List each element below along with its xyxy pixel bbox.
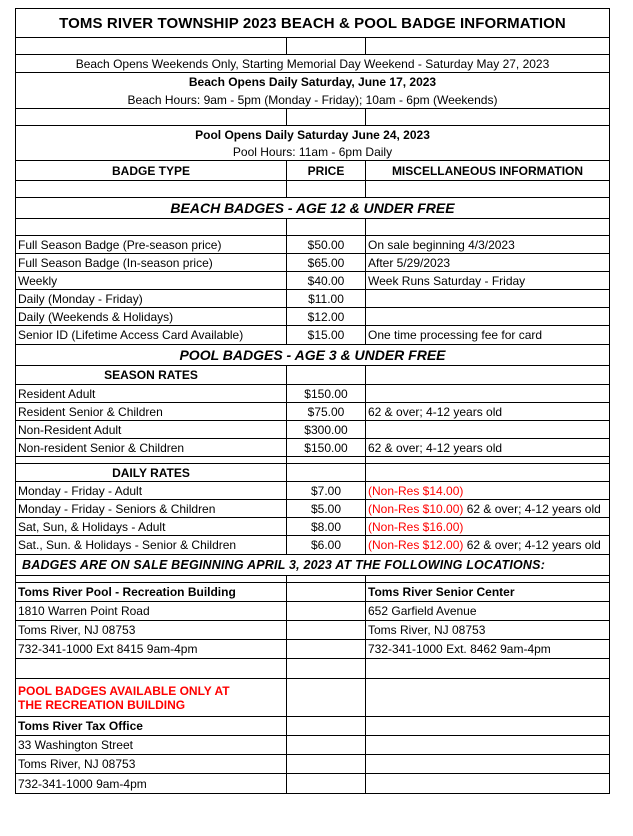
badge-misc-note: 62 & over; 4-12 years old — [463, 501, 601, 516]
beach-weekends-text: Beach Opens Weekends Only, Starting Memorial Day Weekend - Saturday May 27, 2023 — [75, 56, 550, 71]
badge-misc — [366, 308, 609, 325]
badge-type: Senior ID (Lifetime Access Card Available) — [16, 326, 287, 344]
table-row — [16, 439, 609, 457]
badge-misc: 62 & over; 4-12 years old — [368, 440, 503, 455]
senior-center-address: 652 Garfield Avenue — [368, 604, 477, 618]
badge-misc — [366, 482, 609, 499]
tax-office-name-row — [16, 717, 609, 736]
badge-type: Resident Senior & Children — [16, 403, 287, 420]
pool-building-address: 1810 Warren Point Road — [16, 602, 287, 620]
senior-center-phone: 732-341-1000 Ext. 8462 9am-4pm — [368, 642, 551, 656]
badge-misc — [366, 518, 609, 535]
beach-weekends-row — [16, 55, 609, 73]
daily-rates-row — [16, 464, 609, 482]
table-row — [16, 236, 609, 254]
badge-misc — [366, 536, 609, 554]
beach-hours-text: Beach Hours: 9am - 5pm (Monday - Friday); 10am - 6pm (Weekends) — [127, 92, 498, 107]
beach-section-title: BEACH BADGES - AGE 12 & UNDER FREE — [170, 200, 455, 216]
pool-section-row — [16, 345, 609, 366]
badge-type: Resident Adult — [16, 385, 287, 402]
pool-section-title: POOL BADGES - AGE 3 & UNDER FREE — [179, 347, 446, 363]
badge-price: $75.00 — [287, 403, 366, 420]
locations-heading: BADGES ARE ON SALE BEGINNING APRIL 3, 2023 AT THE FOLLOWING LOCATIONS: — [22, 557, 546, 572]
badge-type: Daily (Weekends & Holidays) — [16, 308, 287, 325]
spacer-row — [16, 38, 609, 55]
badge-price: $5.00 — [287, 500, 366, 517]
table-row — [16, 254, 609, 272]
pool-hours-row — [16, 144, 609, 161]
badge-type: Full Season Badge (In-season price) — [16, 254, 287, 271]
badge-price: $6.00 — [287, 536, 366, 554]
badge-type: Sat., Sun. & Holidays - Senior & Children — [16, 536, 287, 554]
badge-misc — [366, 385, 609, 402]
badge-misc: Week Runs Saturday - Friday — [368, 273, 526, 288]
table-row — [16, 290, 609, 308]
badge-type: Non-Resident Adult — [16, 421, 287, 438]
tax-office-address-row — [16, 736, 609, 755]
spacer-row — [16, 659, 609, 679]
badge-misc: 62 & over; 4-12 years old — [368, 404, 503, 419]
badge-misc-note: 62 & over; 4-12 years old — [463, 538, 601, 552]
badge-type: Daily (Monday - Friday) — [16, 290, 287, 307]
badge-misc — [366, 290, 609, 307]
senior-center-name: Toms River Senior Center — [368, 585, 515, 599]
non-res-price: (Non-Res $12.00) — [368, 538, 464, 552]
badge-type: Sat, Sun, & Holidays - Adult — [16, 518, 287, 535]
beach-daily-row — [16, 73, 609, 91]
badge-type: Monday - Friday - Adult — [16, 482, 287, 499]
tax-office-phone: 732-341-1000 9am-4pm — [16, 774, 287, 793]
table-row — [16, 403, 609, 421]
badge-price: $15.00 — [287, 326, 366, 344]
pool-building-phone: 732-341-1000 Ext 8415 9am-4pm — [16, 640, 287, 658]
pool-note: POOL BADGES AVAILABLE ONLY AT THE RECREATION BUILDING — [18, 683, 230, 712]
spacer-row — [16, 109, 609, 126]
pool-building-name: Toms River Pool - Recreation Building — [16, 583, 287, 601]
table-row — [16, 482, 609, 500]
table-row — [16, 536, 609, 555]
badge-price: $300.00 — [287, 421, 366, 438]
pool-hours-text: Pool Hours: 11am - 6pm Daily — [232, 145, 393, 159]
tax-office-city: Toms River, NJ 08753 — [16, 755, 287, 773]
beach-daily-text: Beach Opens Daily Saturday, June 17, 2023 — [188, 75, 437, 89]
tax-office-address: 33 Washington Street — [16, 736, 287, 754]
location-name-row — [16, 583, 609, 602]
header-misc: MISCELLANEOUS INFORMATION — [391, 163, 584, 178]
spacer-row — [16, 181, 609, 198]
table-row — [16, 500, 609, 518]
pool-daily-row — [16, 126, 609, 144]
table-row — [16, 421, 609, 439]
header-badge-type: BADGE TYPE — [16, 161, 287, 180]
badge-type: Non-resident Senior & Children — [16, 439, 287, 456]
header-price: PRICE — [287, 161, 366, 180]
badge-price: $150.00 — [287, 439, 366, 456]
spacer-row — [16, 219, 609, 236]
table-row — [16, 308, 609, 326]
badge-price: $12.00 — [287, 308, 366, 325]
badge-price: $11.00 — [287, 290, 366, 307]
daily-rates-title: DAILY RATES — [16, 464, 287, 481]
spacer-row — [16, 576, 609, 583]
senior-center-city: Toms River, NJ 08753 — [368, 623, 486, 637]
non-res-price: (Non-Res $14.00) — [368, 483, 464, 498]
pool-daily-text: Pool Opens Daily Saturday June 24, 2023 — [195, 128, 430, 142]
badge-info-sheet — [15, 8, 610, 794]
table-row — [16, 326, 609, 345]
table-row — [16, 385, 609, 403]
badge-misc: On sale beginning 4/3/2023 — [368, 237, 515, 252]
locations-heading-row — [16, 555, 609, 576]
beach-section-row — [16, 198, 609, 219]
page-title: TOMS RIVER TOWNSHIP 2023 BEACH & POOL BADGE INFORMATION — [59, 14, 566, 32]
table-row — [16, 272, 609, 290]
beach-hours-row — [16, 91, 609, 109]
pool-note-row — [16, 679, 609, 717]
badge-price: $7.00 — [287, 482, 366, 499]
pool-building-city: Toms River, NJ 08753 — [16, 621, 287, 639]
season-rates-row — [16, 366, 609, 385]
season-rates-title: SEASON RATES — [16, 366, 287, 384]
tax-office-city-row — [16, 755, 609, 774]
tax-office-name: Toms River Tax Office — [16, 717, 287, 735]
badge-price: $8.00 — [287, 518, 366, 535]
badge-type: Monday - Friday - Seniors & Children — [16, 500, 287, 517]
badge-misc — [366, 421, 609, 438]
badge-price: $40.00 — [287, 272, 366, 289]
non-res-price: (Non-Res $16.00) — [368, 519, 464, 534]
spacer-row — [16, 457, 609, 464]
badge-misc: One time processing fee for card — [368, 328, 543, 342]
title-row — [16, 9, 609, 38]
badge-price: $50.00 — [287, 236, 366, 253]
badge-type: Full Season Badge (Pre-season price) — [16, 236, 287, 253]
column-header-row — [16, 161, 609, 181]
badge-price: $65.00 — [287, 254, 366, 271]
badge-type: Weekly — [16, 272, 287, 289]
badge-misc: After 5/29/2023 — [368, 255, 451, 270]
location-address-row — [16, 602, 609, 621]
tax-office-phone-row — [16, 774, 609, 793]
table-row — [16, 518, 609, 536]
location-city-row — [16, 621, 609, 640]
location-phone-row — [16, 640, 609, 659]
badge-misc — [366, 500, 609, 517]
non-res-price: (Non-Res $10.00) — [368, 501, 464, 516]
badge-price: $150.00 — [287, 385, 366, 402]
